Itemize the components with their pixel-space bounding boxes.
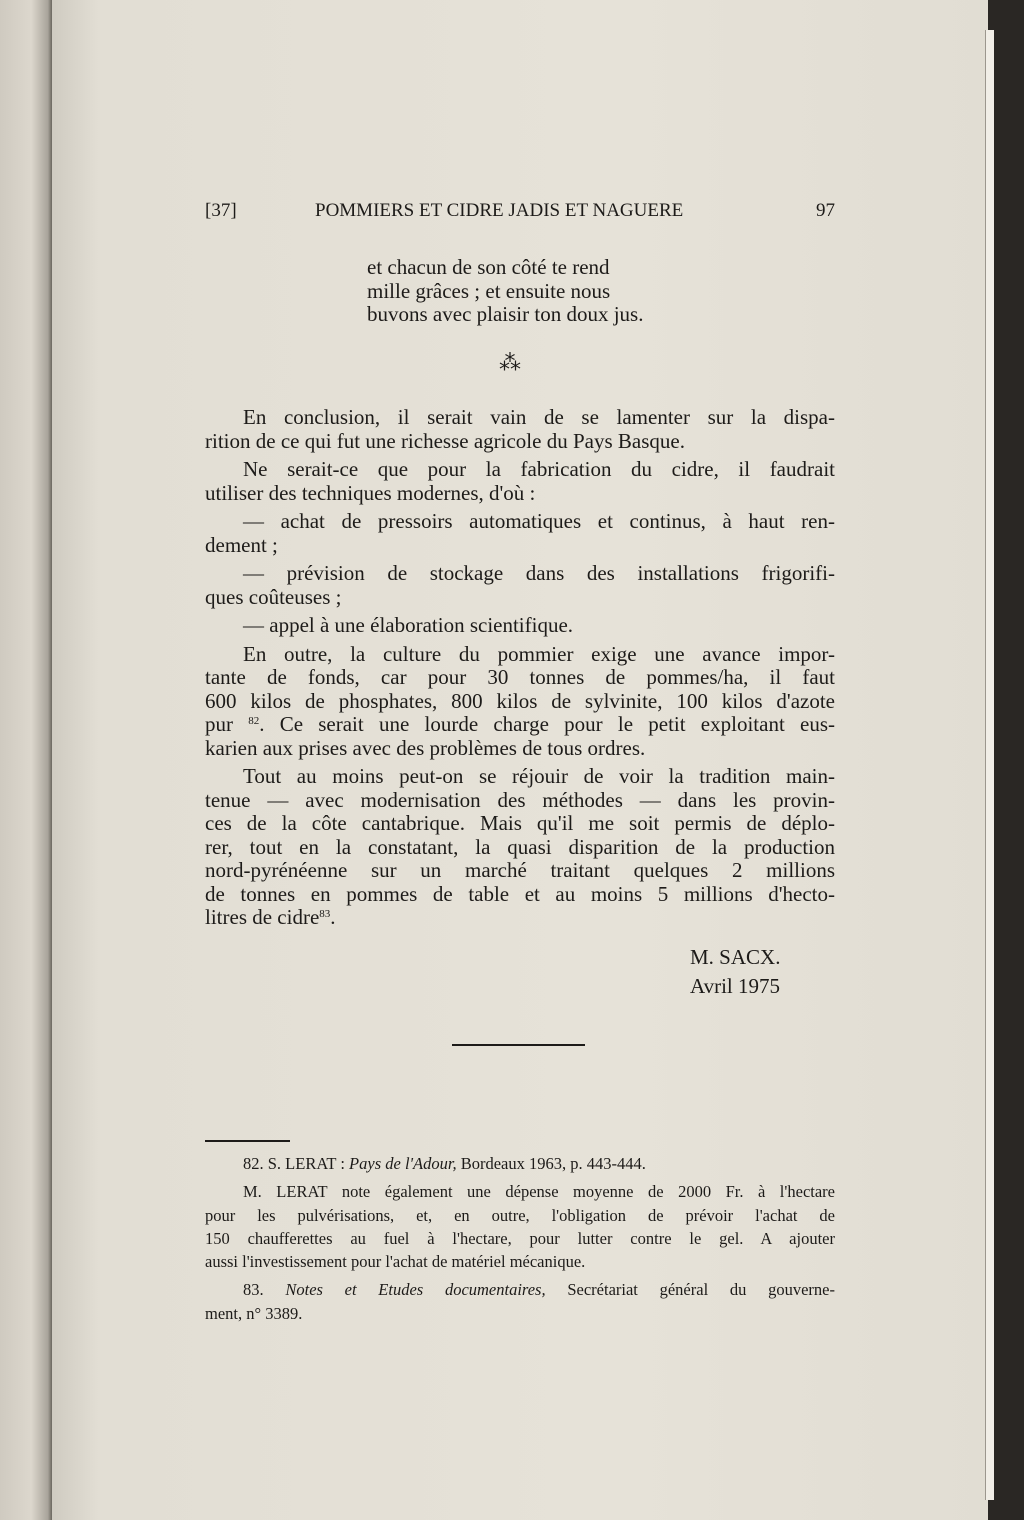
text-segment: litres de cidre [205, 905, 320, 929]
text-segment: Secrétariat général du gouverne- [545, 1280, 835, 1300]
footnote-ref: 82 [248, 715, 260, 727]
author: M. SACX. [690, 945, 781, 969]
text-segment: Bordeaux 1963, p. 443-444. [456, 1154, 646, 1173]
date: Avril 1975 [690, 973, 781, 998]
text-line: ques coûteuses ; [205, 584, 342, 609]
signature [690, 946, 840, 998]
text-line: rer, tout en la constatant, la quasi disparition de la production [205, 834, 835, 859]
poem-line: et chacun de son côté te rend [367, 255, 610, 279]
running-title: POMMIERS ET CIDRE JADIS ET NAGUERE [315, 200, 684, 221]
text-line: de tonnes en pommes de table et au moins 5 millions d'hecto- [205, 881, 835, 906]
paragraph [205, 458, 835, 505]
italic-title: Pays de l'Adour, [349, 1154, 457, 1173]
text-segment: 82. S. LERAT : [243, 1154, 350, 1173]
footnote-rule [205, 1140, 290, 1142]
text-line: karien aux prises avec des problèmes de tous ordres. [205, 735, 646, 760]
footnote-ref: 83 [319, 908, 331, 920]
text-line: rition de ce qui fut une richesse agricole du Pays Basque. [205, 428, 685, 453]
text-line: — prévision de stockage dans des installations frigorifi- [243, 561, 835, 585]
text-line: tante de fonds, car pour 30 tonnes de pommes/ha, il faut [205, 665, 835, 689]
end-rule [452, 1044, 585, 1046]
text-line: utiliser des techniques modernes, d'où : [205, 480, 536, 505]
asterism: ⁂ [499, 350, 521, 375]
poem-line: buvons avec plaisir ton doux jus. [367, 302, 644, 326]
text-line [205, 713, 835, 737]
poem-line: mille grâces ; et ensuite nous [367, 278, 611, 303]
text-line: M. LERAT note également une dépense moyenne de 2000 Fr. à l'hectare [243, 1182, 835, 1202]
text-segment: 83. [243, 1280, 286, 1300]
text-line: 150 chaufferettes au fuel à l'hectare, pour lutter contre le gel. A ajouter [205, 1228, 835, 1248]
text-line: ces de la côte cantabrique. Mais qu'il me soit permis de déplo- [205, 811, 835, 835]
text-line [205, 1152, 835, 1175]
page-edge [985, 30, 994, 1500]
text-segment: . Ce serait une lourde charge pour le petit exploitant eus- [259, 712, 835, 736]
body-text [205, 406, 835, 935]
text-segment: . [330, 905, 336, 929]
footnote [205, 1152, 835, 1175]
text-line: aussi l'investissement pour l'achat de matériel mécanique. [205, 1252, 586, 1272]
footnote [205, 1180, 835, 1273]
paragraph [205, 510, 835, 557]
text-segment: pur [205, 712, 249, 736]
text-line: En outre, la culture du pommier exige une avance impor- [243, 641, 835, 666]
paragraph [205, 562, 835, 609]
poem [367, 256, 837, 327]
running-header [205, 200, 835, 226]
previous-page-edge [0, 0, 52, 1520]
text-line: 600 kilos de phosphates, 800 kilos de sylvinite, 100 kilos d'azote [205, 688, 835, 713]
paragraph [205, 643, 835, 761]
footnotes [205, 1152, 835, 1330]
text-line: nord-pyrénéenne sur un marché traitant quelques 2 millions [205, 858, 835, 882]
text-line: — achat de pressoirs automatiques et continus, à haut ren- [243, 509, 835, 533]
text-line: dement ; [205, 532, 278, 557]
text-line: Ne serait-ce que pour la fabrication du cidre, il faudrait [243, 457, 835, 481]
paragraph [205, 765, 835, 930]
text-line [205, 906, 835, 930]
text-line: pour les pulvérisations, et, en outre, l'obligation de prévoir l'achat de [205, 1205, 835, 1225]
section-number: [37] [205, 200, 237, 221]
paragraph [205, 614, 835, 638]
italic-title: Notes et Etudes documentaires, [285, 1280, 546, 1300]
text-line: — appel à une élaboration scientifique. [243, 613, 574, 637]
text-line: tenue — avec modernisation des méthodes — dans les provin- [205, 787, 835, 812]
text-line: ment, n° 3389. [205, 1303, 303, 1323]
page-number: 97 [816, 200, 835, 221]
text-line: En conclusion, il serait vain de se lamenter sur la dispa- [243, 405, 835, 429]
footnote [205, 1278, 835, 1325]
paragraph [205, 406, 835, 453]
text-line [205, 1278, 835, 1301]
text-line: Tout au moins peut-on se réjouir de voir la tradition main- [243, 764, 835, 788]
